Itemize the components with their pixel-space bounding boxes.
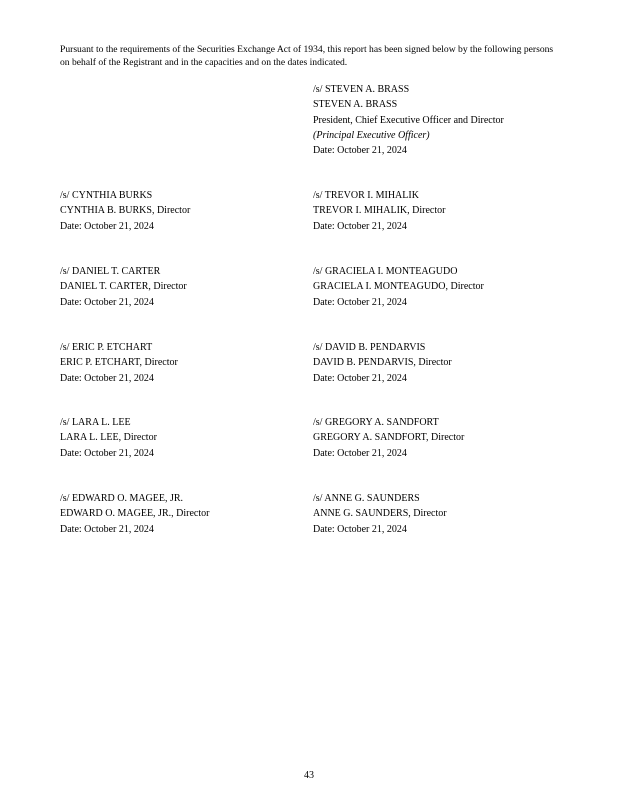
signature-date: Date: October 21, 2024 [313, 296, 407, 308]
intro-paragraph: Pursuant to the requirements of the Securities Exchange Act of 1934, this report has been signed below by the following persons on behalf of the Registrant and in the capacities and on the dates indicated. [60, 44, 554, 68]
signer-name-title: ANNE G. SAUNDERS, Director [313, 508, 447, 520]
signer-name-title: GREGORY A. SANDFORT, Director [313, 432, 465, 444]
signature-line: /s/ TREVOR I. MIHALIK [313, 190, 419, 201]
signature-line: /s/ DAVID B. PENDARVIS [313, 342, 426, 353]
signature-line: /s/ GRACIELA I. MONTEAGUDO [313, 266, 458, 277]
signature-date: Date: October 21, 2024 [313, 523, 407, 535]
signer-role: (Principal Executive Officer) [313, 129, 430, 141]
signer-name-title: TREVOR I. MIHALIK, Director [313, 205, 446, 217]
signature-line: /s/ ERIC P. ETCHART [60, 342, 153, 353]
signature-block-right-1 [313, 264, 573, 310]
signature-block-left-1 [60, 264, 320, 310]
signer-name: STEVEN A. BRASS [313, 99, 398, 111]
signature-block-right-0 [313, 188, 573, 234]
signature-block-right-2 [313, 340, 573, 386]
signature-block-right-3 [313, 415, 573, 461]
signature-line: /s/ CYNTHIA BURKS [60, 190, 153, 201]
signature-date: Date: October 21, 2024 [60, 296, 154, 308]
page-number: 43 [304, 770, 314, 781]
signature-line: /s/ STEVEN A. BRASS [313, 84, 410, 95]
signature-block-left-3 [60, 415, 320, 461]
signer-title: President, Chief Executive Officer and Director [313, 114, 504, 126]
signature-block-left-2 [60, 340, 320, 386]
signature-date: Date: October 21, 2024 [60, 447, 154, 459]
signature-block-right-4 [313, 491, 573, 537]
signature-date: Date: October 21, 2024 [313, 145, 407, 157]
signature-date: Date: October 21, 2024 [313, 372, 407, 384]
signature-date: Date: October 21, 2024 [60, 372, 154, 384]
signature-date: Date: October 21, 2024 [313, 447, 407, 459]
signature-line: /s/ ANNE G. SAUNDERS [313, 493, 420, 504]
signature-date: Date: October 21, 2024 [313, 220, 407, 232]
signature-block-left-4 [60, 491, 320, 537]
signature-line: /s/ LARA L. LEE [60, 417, 131, 428]
signer-name-title: CYNTHIA B. BURKS, Director [60, 205, 191, 217]
signer-name-title: LARA L. LEE, Director [60, 432, 157, 444]
principal-signature-block [313, 82, 573, 158]
signer-name-title: GRACIELA I. MONTEAGUDO, Director [313, 281, 484, 293]
signature-line: /s/ GREGORY A. SANDFORT [313, 417, 439, 428]
signer-name-title: ERIC P. ETCHART, Director [60, 357, 178, 369]
signature-line: /s/ DANIEL T. CARTER [60, 266, 161, 277]
signature-date: Date: October 21, 2024 [60, 523, 154, 535]
signer-name-title: EDWARD O. MAGEE, JR., Director [60, 508, 210, 520]
signature-block-left-0 [60, 188, 320, 234]
signer-name-title: DANIEL T. CARTER, Director [60, 281, 187, 293]
signer-name-title: DAVID B. PENDARVIS, Director [313, 357, 452, 369]
signature-date: Date: October 21, 2024 [60, 220, 154, 232]
signature-line: /s/ EDWARD O. MAGEE, JR. [60, 493, 184, 504]
